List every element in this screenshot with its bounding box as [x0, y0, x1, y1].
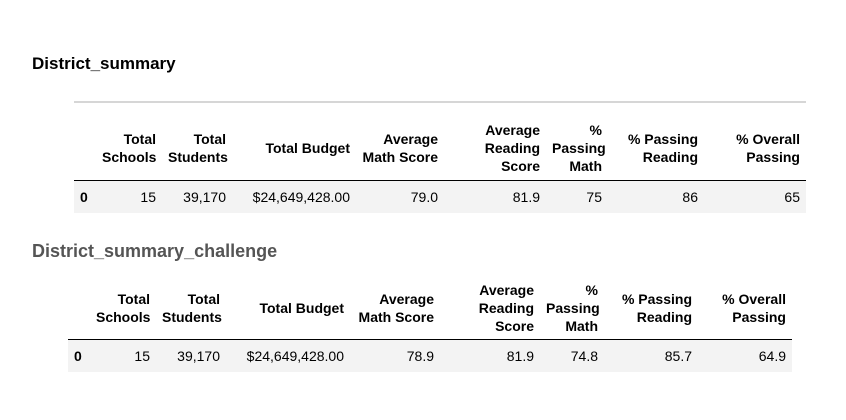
cell-passing-reading: 85.7: [604, 340, 698, 373]
col-overall-passing: % Overall Passing: [698, 277, 792, 340]
col-total-schools: Total Schools: [96, 116, 162, 181]
index-header: [68, 277, 90, 340]
col-overall-passing: % Overall Passing: [704, 116, 806, 181]
col-average-math-score: Average Math Score: [350, 277, 440, 340]
table-row: [74, 181, 806, 214]
table-header-row: [68, 277, 792, 340]
col-passing-math: % Passing Math: [540, 277, 604, 340]
cell-total-budget: $24,649,428.00: [232, 181, 356, 214]
cell-average-math-score: 79.0: [356, 181, 444, 214]
table-header-row: [74, 116, 806, 181]
row-index: 0: [68, 340, 90, 373]
col-passing-reading: % Passing Reading: [604, 277, 698, 340]
cell-average-reading-score: 81.9: [440, 340, 540, 373]
col-total-students: Total Students: [162, 116, 232, 181]
cell-total-schools: 15: [96, 181, 162, 214]
col-average-math-score: Average Math Score: [356, 116, 444, 181]
cell-passing-reading: 86: [608, 181, 704, 214]
col-total-students: Total Students: [156, 277, 226, 340]
district-summary-challenge-table: [68, 277, 792, 372]
cell-average-math-score: 78.9: [350, 340, 440, 373]
cell-passing-math: 75: [546, 181, 608, 214]
table-row: [68, 340, 792, 373]
cell-total-students: 39,170: [162, 181, 232, 214]
cell-total-schools: 15: [90, 340, 156, 373]
cell-average-reading-score: 81.9: [444, 181, 546, 214]
district-summary-table: [74, 116, 806, 213]
col-total-schools: Total Schools: [90, 277, 156, 340]
cell-overall-passing: 64.9: [698, 340, 792, 373]
col-average-reading-score: Average Reading Score: [444, 116, 546, 181]
section-title-district-summary-challenge: District_summary_challenge: [32, 241, 278, 261]
cell-total-budget: $24,649,428.00: [226, 340, 350, 373]
divider: [74, 101, 806, 103]
col-total-budget: Total Budget: [232, 116, 356, 181]
cell-overall-passing: 65: [704, 181, 806, 214]
col-passing-reading: % Passing Reading: [608, 116, 704, 181]
cell-passing-math: 74.8: [540, 340, 604, 373]
col-total-budget: Total Budget: [226, 277, 350, 340]
index-header: [74, 116, 96, 181]
section-title-district-summary: District_summary: [32, 54, 176, 73]
row-index: 0: [74, 181, 96, 214]
col-passing-math: % Passing Math: [546, 116, 608, 181]
cell-total-students: 39,170: [156, 340, 226, 373]
col-average-reading-score: Average Reading Score: [440, 277, 540, 340]
